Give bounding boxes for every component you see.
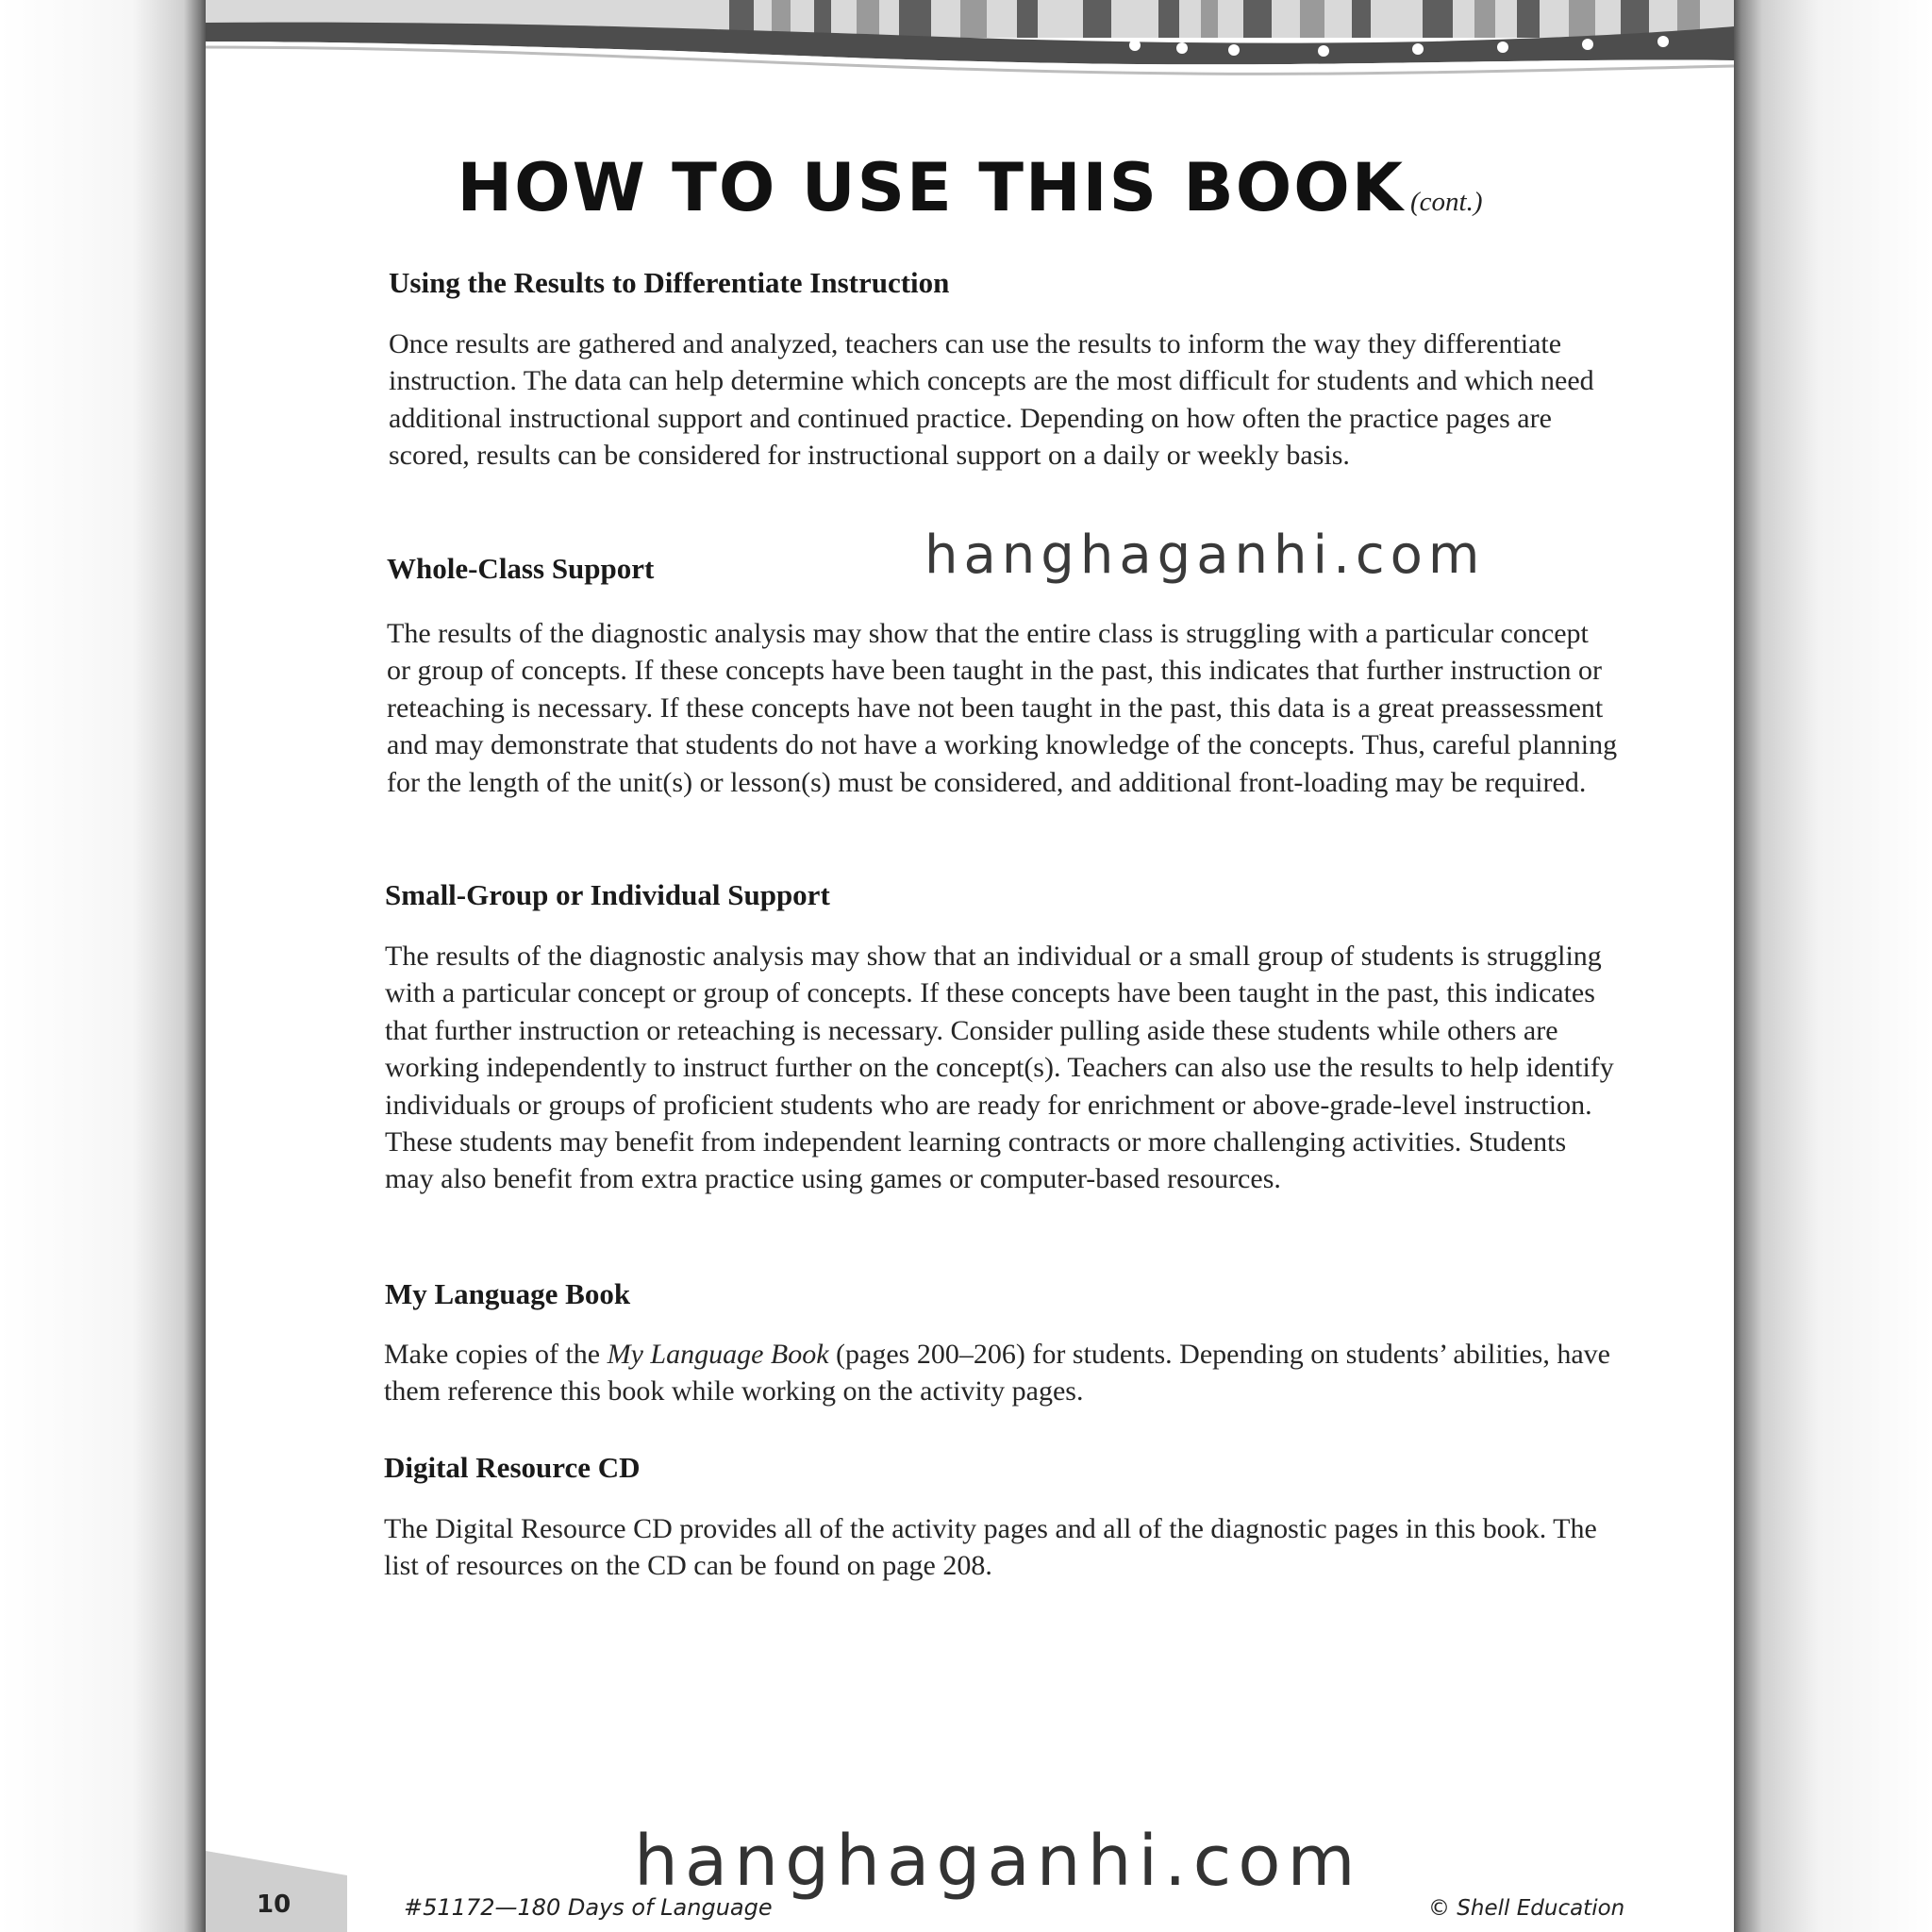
book-title-italic: My Language Book <box>607 1339 829 1370</box>
decorative-header-banner <box>206 0 1734 94</box>
section-body-digital-cd: The Digital Resource CD provides all of the activity pages and all of the diagnostic pages in this book. The list of resources on the CD can be found on page 208. <box>384 1513 1597 1582</box>
section-body-language-book <box>384 1336 1615 1410</box>
title-text: HOW TO USE THIS BOOK <box>457 149 1406 226</box>
page-title <box>206 149 1734 226</box>
section-heading-digital-cd: Digital Resource CD <box>384 1451 641 1484</box>
page-number: 10 <box>257 1890 291 1919</box>
watermark-text: hanghaganhi.com <box>924 525 1486 586</box>
page-shadow-left <box>0 0 206 1932</box>
section-heading-small-group: Small-Group or Individual Support <box>385 878 830 911</box>
section-heading-whole-class: Whole-Class Support <box>387 552 655 585</box>
section-heading-language-book: My Language Book <box>385 1277 631 1310</box>
body-text: (pages 200–206) for students. Depending on students’ abilities, have them reference this book while working on the activity pages. <box>384 1339 1610 1407</box>
section-body-differentiate: Once results are gathered and analyzed, teachers can use the results to inform the way they differentiate instruction. The data can help determine which concepts are the most difficult for students and which need additional instructional support and continued practice. Depending on how often the practice pages are scored, results can be considered for instructional support on a daily or weekly basis. <box>389 328 1594 472</box>
page-shadow-right <box>1734 0 1932 1932</box>
section-body-whole-class: The results of the diagnostic analysis may show that the entire class is struggling with a particular concept or group of concepts. If these concepts have been taught in the past, this indicates that further instruction or reteaching is necessary. If these concepts have not been taught in the past, this data is a great preassessment and may demonstrate that students do not have a working knowledge of the concepts. Thus, careful planning for the length of the unit(s) or lesson(s) must be considered, and additional front-loading may be required. <box>387 618 1618 798</box>
section-body-small-group: The results of the diagnostic analysis may show that an individual or a small group of students is struggling with a particular concept or group of concepts. If these concepts have been taught in the past, this indicates that further instruction or reteaching is necessary. Consider pulling aside these students while others are working independently to instruct further on the concept(s). Teachers can also use the results to help identify individuals or groups of proficient students who are ready for enrichment or above-grade-level instruction. These students may benefit from independent learning contracts or more challenging activities. Students may also benefit from extra practice using games or computer-based resources. <box>385 941 1614 1195</box>
book-page <box>206 0 1734 1932</box>
footer-copyright: © Shell Education <box>1428 1896 1625 1921</box>
section-heading-differentiate: Using the Results to Differentiate Instruction <box>389 266 950 299</box>
body-text: Make copies of the <box>384 1339 608 1370</box>
watermark-text: hanghaganhi.com <box>634 1821 1362 1902</box>
footer-book-reference: #51172—180 Days of Language <box>404 1894 773 1921</box>
title-suffix: (cont.) <box>1410 187 1483 217</box>
